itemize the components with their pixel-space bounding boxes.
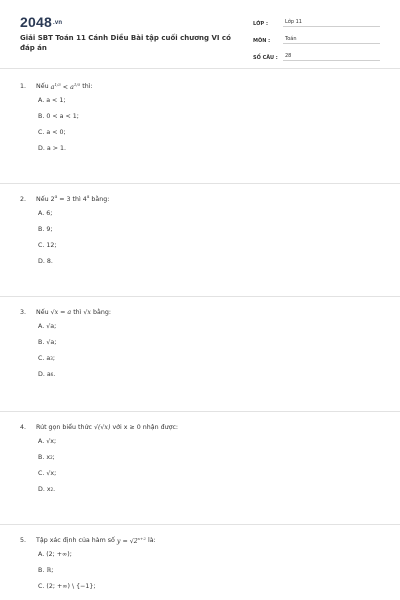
prompt-text: Rút gọn biểu thức xyxy=(36,423,94,431)
math-expression: $y = √2^{x+2}$ xyxy=(116,535,146,545)
exponent: 2 xyxy=(50,486,54,492)
question-prompt xyxy=(36,194,380,203)
site-logo[interactable] xyxy=(20,14,62,30)
exponent: 6 xyxy=(50,371,54,377)
question-4 xyxy=(20,421,380,497)
option-text: C. a xyxy=(38,354,51,362)
question-5 xyxy=(20,534,380,594)
option-text: B. x xyxy=(38,453,51,461)
math-expression: √(√x) xyxy=(93,423,111,431)
question-prompt xyxy=(36,424,380,431)
logo-text: 2048 xyxy=(20,14,52,30)
header-divider xyxy=(0,68,400,69)
question-number: 3. xyxy=(20,308,27,316)
option-text: D. a xyxy=(38,370,51,378)
document-title: Giải SBT Toán 11 Cánh Diều Bài tập cuối chương VI có đáp án xyxy=(20,34,231,52)
meta-key: LỚP : xyxy=(253,21,268,27)
question-header xyxy=(20,306,380,318)
prompt-text: Tập xác định của hàm số xyxy=(36,537,117,545)
question-header xyxy=(20,421,380,433)
question-3 xyxy=(20,306,380,382)
answer-option-a[interactable]: A. a < 1; xyxy=(38,96,66,104)
math-base: a xyxy=(70,83,74,91)
prompt-text: thì: xyxy=(80,83,93,91)
answer-option-b[interactable]: B. ℝ; xyxy=(38,566,54,574)
meta-key: SỐ CÂU : xyxy=(253,55,278,61)
option-text: D. x xyxy=(38,485,51,493)
answer-option-d[interactable]: D. 8. xyxy=(38,257,53,265)
question-prompt xyxy=(36,535,380,544)
meta-row-class xyxy=(253,16,380,27)
meta-value: Lớp 11 xyxy=(283,19,380,27)
question-1 xyxy=(20,80,380,156)
prompt-text: Nếu xyxy=(36,83,51,91)
answer-option-c[interactable]: C. a 3 ; xyxy=(38,354,55,362)
meta-value: 28 xyxy=(283,53,380,61)
prompt-text: bằng: xyxy=(90,308,111,316)
question-header xyxy=(20,534,380,546)
question-number: 5. xyxy=(20,536,27,544)
meta-row-count xyxy=(253,50,380,61)
prompt-text: thì xyxy=(71,308,84,316)
answer-option-b[interactable]: B. 0 < a < 1; xyxy=(38,112,79,120)
prompt-text: bằng: xyxy=(89,196,110,204)
math-base: a xyxy=(50,83,55,91)
math-expression: √x xyxy=(83,308,91,316)
exponent: 2 xyxy=(50,454,53,460)
meta-row-subject xyxy=(253,33,380,44)
meta-value: Toán xyxy=(283,36,380,44)
prompt-text: Nếu 2 xyxy=(36,196,55,204)
answer-option-c[interactable]: C. a < 0; xyxy=(38,128,66,136)
exponent: α xyxy=(86,194,90,200)
question-divider xyxy=(0,296,400,297)
answer-option-b[interactable]: B. x 2 ; xyxy=(38,453,55,461)
exponent: 3 xyxy=(50,355,53,361)
exponent: α xyxy=(54,194,58,200)
answer-option-b[interactable]: B. 9; xyxy=(38,225,53,233)
prompt-text: Nếu xyxy=(36,308,51,316)
answer-option-d[interactable]: D. a > 1. xyxy=(38,144,66,152)
logo-suffix: .vn xyxy=(52,20,63,27)
answer-option-a[interactable]: A. √a; xyxy=(38,322,57,330)
answer-option-d[interactable]: D. x 2 . xyxy=(38,485,56,493)
question-2 xyxy=(20,193,380,269)
answer-option-b[interactable]: B. √a; xyxy=(38,338,57,346)
answer-option-c[interactable]: C. √x; xyxy=(38,469,57,477)
meta-panel xyxy=(253,16,380,67)
prompt-text: với x ≥ 0 nhận được: xyxy=(110,423,179,431)
question-number: 1. xyxy=(20,82,27,90)
question-header xyxy=(20,80,380,92)
question-divider xyxy=(0,183,400,184)
math-base: y = √2 xyxy=(116,537,138,545)
question-number: 4. xyxy=(20,423,27,431)
answer-option-a[interactable]: A. (2; +∞); xyxy=(38,550,72,558)
math-expression: $a^{1/3} < a^{1/5}$ xyxy=(50,81,81,91)
answer-option-d[interactable]: D. a 6 . xyxy=(38,370,56,378)
answer-option-c[interactable]: C. 12; xyxy=(38,241,57,249)
question-prompt xyxy=(36,81,380,90)
prompt-text: = 3 thì 4 xyxy=(57,196,87,204)
math-expression: √x = a xyxy=(50,308,72,316)
answer-option-a[interactable]: A. √x; xyxy=(38,437,57,445)
question-divider xyxy=(0,524,400,525)
question-header xyxy=(20,193,380,205)
meta-key: MÔN : xyxy=(253,38,271,44)
answer-option-a[interactable]: A. 6; xyxy=(38,209,53,217)
answer-option-c[interactable]: C. (2; +∞) \ {−1}; xyxy=(38,582,96,590)
prompt-text: là: xyxy=(145,537,156,545)
question-number: 2. xyxy=(20,195,27,203)
question-divider xyxy=(0,411,400,412)
question-prompt xyxy=(36,309,380,316)
